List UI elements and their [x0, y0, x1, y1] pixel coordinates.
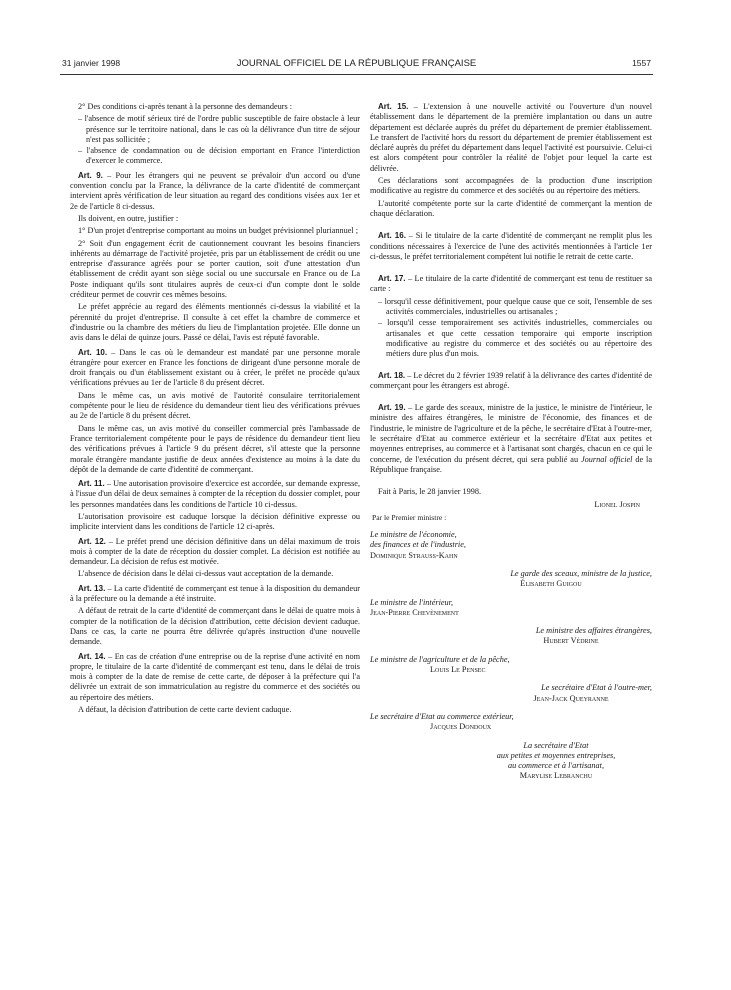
paragraph: A défaut, la décision d'attribution de cette carte devient caduque.: [78, 705, 292, 715]
minister-title: au commerce et à l'artisanat,: [507, 761, 605, 771]
article-label: Art. 19.: [378, 403, 406, 413]
minister-title: Le ministre de l'agriculture et de la pêche,: [370, 654, 510, 664]
spacer: [370, 221, 652, 231]
article-10: [70, 348, 360, 389]
minister-title: Le ministre des affaires étrangères,: [535, 626, 652, 636]
article-text: – Le décret du 2 février 1939 relatif à la délivrance des cartes d'identité de commerçant pour les étrangers est abrogé.: [370, 370, 652, 390]
minister-name: Hubert Védrine: [543, 636, 599, 646]
article-text: – En cas de création d'une entreprise ou de la reprise d'une activité en nom propre, le titulaire de la carte d'identité de commerçant est tenu, dans le délai de trois mois à compter de la date de remise de cette carte, de déposer à la préfecture qui l'a délivrée un extrait de son immatriculation au registre du commerce et des sociétés ou au répertoire des métiers.: [70, 651, 360, 702]
minister-title: Le secrétaire d'Etat à l'outre-mer,: [541, 683, 652, 693]
article-text: – Le titulaire de la carte d'identité de commerçant est tenu de restituer sa carte :: [370, 274, 653, 294]
article-text: – Pour les étrangers qui ne peuvent se prévaloir d'un accord ou d'une convention conclu par la France, la délivrance de la carte d'identité de commerçant intervient après vérification de leur situation au regard des conditions visées aux 1er et 2e de l'article 8 ci-dessus.: [70, 170, 361, 211]
article-17: [370, 274, 652, 295]
article-label: Art. 18.: [378, 370, 406, 380]
header-date: 31 janvier 1998: [62, 58, 121, 68]
article-12: [70, 537, 360, 568]
signatory-pm: Lionel Jospin: [594, 499, 640, 509]
left-column: [70, 102, 360, 717]
minister-name: Jacques Dondoux: [430, 722, 492, 732]
article-label: Art. 12.: [78, 536, 106, 546]
spacer: [370, 264, 652, 274]
paragraph: Le préfet apprécie au regard des éléments mentionnés ci-dessus la viabilité et la pérennité du projet d'entreprise. Il consulte à cet effet la chambre de commerce et d'industrie ou la chambre des métiers du lieu de l'implantation projetée. Elle donne un avis dans le délai de quinze jours. Passé ce délai, l'avis est réputé favorable.: [70, 302, 360, 343]
spacer: [370, 393, 652, 403]
article-label: Art. 13.: [78, 583, 106, 593]
article-19: [370, 403, 652, 475]
minister-name: Louis Le Pensec: [430, 665, 486, 675]
article-text: – Le garde des sceaux, ministre de la justice, le ministre de l'intérieur, le ministre des affaires étrangères, le ministre de l'économie, des finances et de l'industrie, le ministre de l'agriculture et de la pêche, le secrétaire d'Etat à l'outre-mer, le secrétaire d'Etat au commerce extérieur et la secrétaire d'Etat aux petites et moyennes entreprises, au commerce et à l'artisanat sont chargés, chacun en ce qui le concerne, de l'exécution du présent décret, qui sera publié au: [370, 403, 652, 464]
journal-officiel-ref: Journal officiel: [580, 454, 633, 464]
minister-name: Élisabeth Guigou: [520, 579, 582, 589]
paragraph: 2° Soit d'un engagement écrit de cautionnement couvrant les besoins financiers inhérents au démarrage de l'activité projetée, pris par un établissement de crédit ou une entreprise d'assurance agréés pour se porter caution, soit d'une attestation d'un établissement de crédit ayant son siège social ou une succursale en France ou de La Poste indiquant qu'ils sont titulaires auprès de ceux-ci d'un compte dont le solde créditeur permet de couvrir ces mêmes besoins.: [70, 238, 360, 300]
article-14: [70, 652, 360, 703]
paragraph: Ces déclarations sont accompagnées de la production d'une inscription modificative au registre du commerce et des sociétés ou au répertoire des métiers.: [370, 176, 652, 196]
list-item: – l'absence de condamnation ou de décision emportant en France l'interdiction d'exercer le commerce.: [78, 146, 360, 166]
article-11: [70, 479, 360, 510]
list-item: – l'absence de motif sérieux tiré de l'ordre public susceptible de faire obstacle à leur présence sur le territoire national, dans le cas où la délivrance d'un titre de séjour n'est pas sollicitée ;: [78, 114, 360, 144]
page-header: [62, 58, 651, 72]
paragraph: L'absence de décision dans le délai ci-dessus vaut acceptation de la demande.: [78, 569, 334, 579]
minister-title: Le garde des sceaux, ministre de la justice,: [510, 568, 652, 578]
article-text: – La carte d'identité de commerçant est tenue à la disposition du demandeur à la préfecture ou la demande a été instruite.: [70, 583, 360, 604]
article-label: Art. 9.: [78, 170, 103, 180]
minister-title: Le ministre de l'intérieur,: [370, 597, 454, 607]
header-rule: [60, 74, 653, 75]
paragraph: Ils doivent, en outre, justifier :: [78, 213, 179, 223]
article-18: [370, 371, 652, 392]
page-number: 1557: [632, 58, 651, 68]
spacer: [370, 361, 652, 371]
minister-title: aux petites et moyennes entreprises,: [496, 750, 616, 760]
paragraph: A défaut de retrait de la carte d'identité de commerçant dans le délai de quatre mois à compter de la notification de la décision d'attribution, cette décision devient caduque. Dans ce cas, la carte ne pourra être délivrée qu'après instruction d'une nouvelle demande.: [70, 606, 360, 647]
article-13: [70, 584, 360, 605]
article-text-end: de la République française.: [370, 454, 653, 474]
article-label: Art. 14.: [78, 651, 106, 661]
article-text: – L'extension à une nouvelle activité ou l'ouverture d'un nouvel établissement dans le département de la première implantation ou dans un autre département est déclarée auprès du préfet du département de premier établissement. Le transfert de l'activité hors du ressort du département de premier établissement est déclaré auprès du préfet du département dans lequel l'activité est poursuivie. Celui-ci est alors compétent pour contrôler la réalité de l'objet pour lequel la carte est délivrée.: [370, 102, 652, 173]
signing-place-date: Fait à Paris, le 28 janvier 1998.: [378, 487, 482, 497]
minister-title: Le secrétaire d'Etat au commerce extérieur,: [370, 711, 514, 721]
minister-title: Le ministre de l'économie,: [370, 530, 457, 540]
journal-title: JOURNAL OFFICIEL DE LA RÉPUBLIQUE FRANÇAISE: [236, 58, 477, 69]
paragraph: 1° D'un projet d'entreprise comportant au moins un budget prévisionnel pluriannuel ;: [78, 226, 359, 236]
paragraph: L'autorité compétente porte sur la carte d'identité de commerçant la mention de chaque déclaration.: [370, 198, 652, 218]
list-item: – lorsqu'il cesse définitivement, pour quelque cause que ce soit, l'ensemble de ses activités commerciales, industrielles ou artisanales ;: [378, 296, 652, 317]
right-column: [370, 102, 652, 782]
article-15: [370, 102, 652, 174]
minister-name: Jean-Pierre Chevènement: [370, 607, 459, 617]
minister-name: Dominique Strauss-Kahn: [370, 550, 458, 560]
minister-title: des finances et de l'industrie,: [370, 540, 466, 550]
article-text: – Le préfet prend une décision définitive dans un délai maximum de trois mois à compter de la date de réception du dossier complet. La décision est notifiée au demandeur. La décision de refus est motivée.: [70, 536, 360, 567]
article-text: – Une autorisation provisoire d'exercice est accordée, sur demande expresse, à l'issue d'un délai de deux semaines à compter de la réception du dossier complet, pour les personnes mandatées dans les conditions de l'article 10 ci-dessus.: [70, 479, 361, 509]
article-text: – Si le titulaire de la carte d'identité de commerçant ne remplit plus les conditions nécessaires à l'exercice de l'une des activités mentionnées à l'article 1er ci-dessus, le préfet territorialement compétent lui notifie le retrait de cette carte.: [370, 231, 652, 261]
article-label: Art. 17.: [378, 274, 406, 284]
minister-name: Jean-Jack Queyranne: [533, 693, 609, 703]
paragraph: Dans le même cas, un avis motivé de l'autorité consulaire territorialement compétente pour le lieu de résidence du demandeur tient lieu des vérifications prévues au 2e de l'article 8 du présent décret.: [70, 390, 360, 421]
article-label: Art. 10.: [78, 347, 108, 357]
minister-name: Marylise Lebranchu: [519, 771, 593, 781]
paragraph: Dans le même cas, un avis motivé du conseiller commercial près l'ambassade de France territorialement compétente pour le pays de résidence du demandeur tient lieu des vérifications prévues à l'article 9 du présent décret, s'il atteste que la personne morale étrangère mandante justifie de deux années d'existence au moins à la date du dépôt de la demande de carte d'identité de commerçant.: [70, 423, 360, 474]
article-label: Art. 11.: [78, 479, 105, 489]
par-premier-ministre: Par le Premier ministre :: [372, 512, 447, 522]
minister-title: La secrétaire d'Etat: [523, 740, 589, 750]
spacer: [370, 477, 652, 487]
article-9: [70, 171, 360, 212]
article-16: [370, 231, 652, 262]
article-label: Art. 15.: [378, 102, 409, 111]
article-label: Art. 16.: [378, 231, 406, 241]
list-item: – lorsqu'il cesse temporairement ses activités industrielles, commerciales ou artisanales et que cette cessation temporaire qui emporte inscription modificative au registre du commerce et des sociétés ou au répertoire des métiers dure plus d'un mois.: [378, 318, 652, 359]
paragraph: L'autorisation provisoire est caduque lorsque la décision définitive expresse ou implicite intervient dans les conditions de l'article 12 ci-après.: [70, 511, 360, 532]
article-text: – Dans le cas où le demandeur est mandaté par une personne morale étrangère pour exercer en France les fonctions de dirigeant d'une personne morale de droit français ou d'un établissement existant ou à créer, le préfet ne procède qu'aux vérifications prévues au 1er de l'article 8 du présent décret.: [70, 347, 360, 388]
paragraph: 2° Des conditions ci-après tenant à la personne des demandeurs :: [78, 102, 293, 111]
